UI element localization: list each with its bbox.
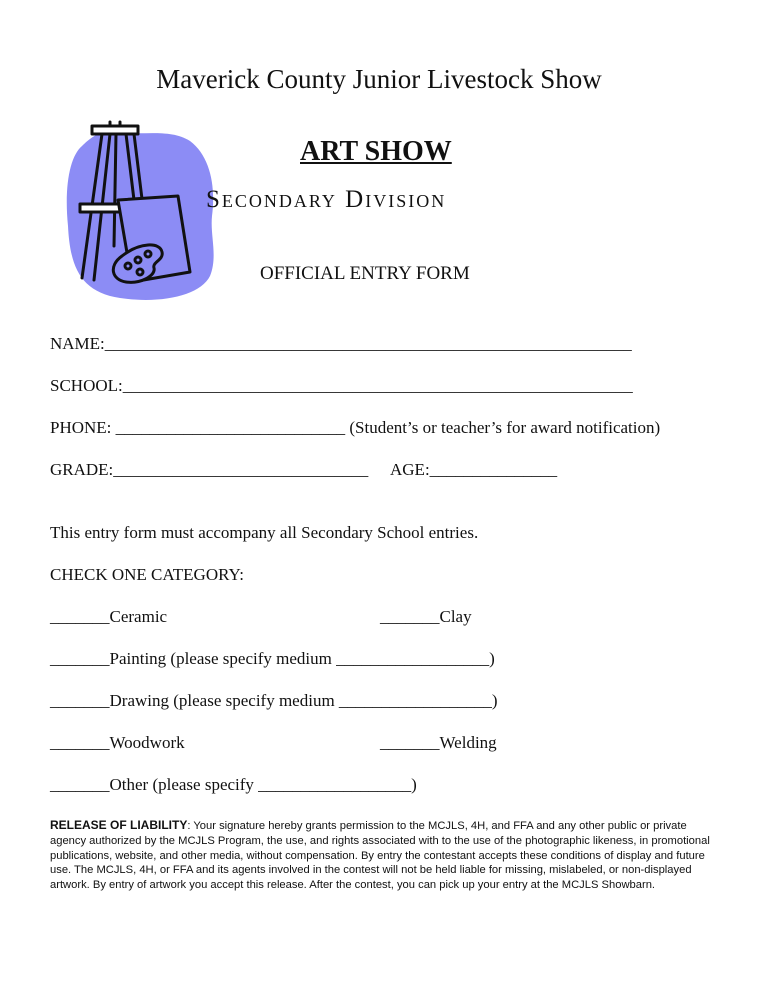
release-text: : Your signature hereby grants permission to the MCJLS, 4H, and FFA and any other public or private agency authorized by the MCJLS Program, the use, and rights associated with to the use of the photographic likeness, in promotional publications, website, and other media, without compensation. By entry the contestant accepts these conditions of display and future use. The MCJLS, 4H, or FFA and its agents involved in the contest will not be held liable for missing, mislabeled, or non-displayed artwork. By entry of artwork you accept this release. After the contest, you can pick up your entry at the MCJLS Showbarn. [50,820,710,892]
category-other[interactable]: _______Other (please specify __________________) [50,775,417,794]
age-field[interactable]: AGE:_______________ [390,460,558,479]
release-of-liability [50,818,718,893]
release-heading: RELEASE OF LIABILITY [50,818,188,832]
category-drawing[interactable]: _______Drawing (please specify medium __________________) [50,691,498,710]
category-painting[interactable]: _______Painting (please specify medium __________________) [50,649,495,668]
official-entry-form-heading: OFFICIAL ENTRY FORM [260,263,470,284]
school-field[interactable]: SCHOOL:____________________________________________________________ [50,376,633,395]
name-field[interactable]: NAME:______________________________________________________________ [50,334,632,353]
division-heading: Secondary Division [206,186,447,213]
phone-field[interactable]: PHONE: ___________________________ (Student’s or teacher’s for award notification) [50,418,661,437]
category-ceramic[interactable]: _______Ceramic [50,607,168,626]
category-woodwork[interactable]: _______Woodwork [50,733,185,752]
grade-field[interactable]: GRADE:______________________________ [50,460,369,479]
category-clay[interactable]: _______Clay [380,607,472,626]
check-category-heading: CHECK ONE CATEGORY: [50,565,244,584]
category-welding[interactable]: _______Welding [380,733,497,752]
easel-palette-icon [60,116,220,302]
art-show-heading: ART SHOW [300,136,452,167]
instructions-text: This entry form must accompany all Secondary School entries. [50,523,479,542]
page-title: Maverick County Junior Livestock Show [156,64,602,94]
